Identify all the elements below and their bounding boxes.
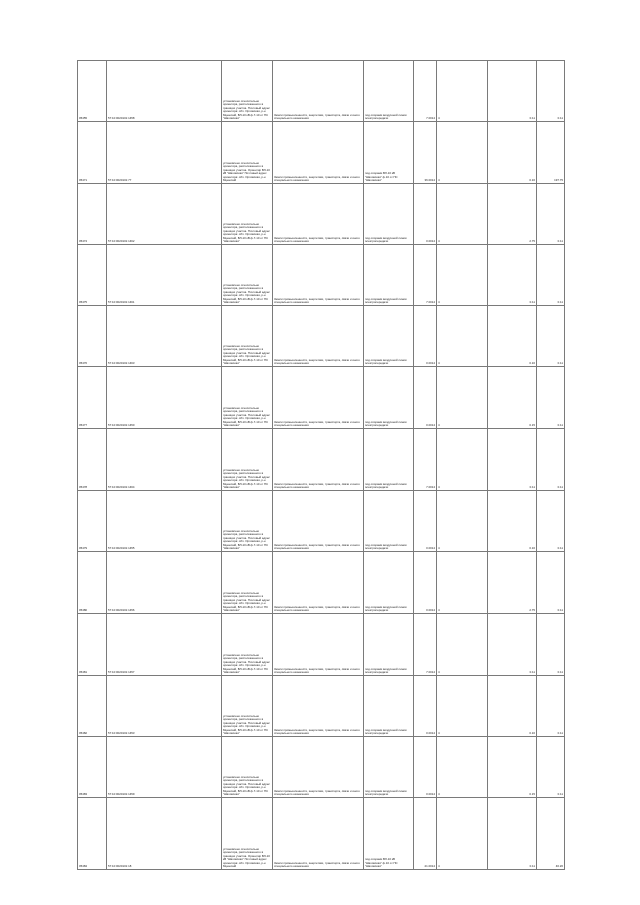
share-cell: 0.16 [488, 491, 537, 552]
table-row [78, 61, 565, 122]
share-cell: 0.11 [488, 245, 537, 306]
row-number-cell: 05484 [78, 798, 107, 870]
area-cell: 7.0014 [414, 614, 437, 676]
permitted-use-cell: под опорами воздушной линии электропередачи [364, 491, 414, 552]
area-cell: 0.0014 [414, 737, 437, 798]
table-row [78, 676, 565, 737]
cadastral-number-cell: 57:10:0020101:1456 [107, 552, 222, 614]
cadastral-number-cell: 57:10:0020101:77 [107, 122, 222, 184]
cadastral-number-cell: 57:10:0020101:1459 [107, 737, 222, 798]
share-cell: 0.11 [488, 61, 537, 122]
code-cell: 4 [437, 367, 488, 429]
land-category-cell: Земли промышленности, энергетики, транспорта, связи и иного специального назначения [273, 491, 364, 552]
land-category-cell: Земли промышленности, энергетики, транспорта, связи и иного специального назначения [273, 614, 364, 676]
share-cell: 0.11 [488, 798, 537, 870]
cadastral-number-cell: 57:10:0020101:1464 [107, 429, 222, 491]
area-cell: 7.0014 [414, 61, 437, 122]
location-cell: установлено относительно ориентира, расположенного в границах участка. Почтовый адрес ориентира: обл. Орловская, р-н Мценский, ВЛ-10 кВ ф.Г-10 от ПС "Шаховская" [222, 676, 273, 737]
total-cell: 0.11 [537, 676, 565, 737]
cadastral-number-cell: 57:10:0020101:1457 [107, 614, 222, 676]
land-category-cell: Земли промышленности, энергетики, транспорта, связи и иного специального назначения [273, 429, 364, 491]
area-cell: 36.0014 [414, 122, 437, 184]
area-cell: 0.0014 [414, 552, 437, 614]
permitted-use-cell: под опорами воздушной линии электропередачи [364, 614, 414, 676]
row-number-cell: 05455 [78, 61, 107, 122]
land-category-cell: Земли промышленности, энергетики, транспорта, связи и иного специального назначения [273, 367, 364, 429]
code-cell: 4 [437, 122, 488, 184]
area-cell: 0.0014 [414, 367, 437, 429]
table-row [78, 491, 565, 552]
row-number-cell: 05477 [78, 367, 107, 429]
total-cell: 0.11 [537, 429, 565, 491]
land-category-cell: Земли промышленности, энергетики, транспорта, связи и иного специального назначения [273, 798, 364, 870]
area-cell: 0.0014 [414, 491, 437, 552]
row-number-cell: 05479 [78, 491, 107, 552]
permitted-use-cell: под опорами воздушной линии электропередачи [364, 184, 414, 245]
row-number-cell: 05483 [78, 737, 107, 798]
land-registry-table [77, 60, 565, 870]
cadastral-number-cell: 57:10:0020101:18 [107, 798, 222, 870]
location-cell: установлено относительно ориентира, расположенного в границах участка. Почтовый адрес ориентира: обл. Орловская, р-н Мценский, ВЛ-10 кВ ф.Г-10 от ПС "Шаховская" [222, 737, 273, 798]
share-cell: 0.16 [488, 676, 537, 737]
location-cell: установлено относительно ориентира, расположенного в границах участка. Почтовый адрес ориентира: обл. Орловская, р-н Мценский, ВЛ-10 кВ ф.Г-10 от ПС "Шаховская" [222, 306, 273, 367]
location-cell: установлено относительно ориентира, расположенного в границах участка. Почтовый адрес ориентира: обл. Орловская, р-н Мценский, ВЛ-10 кВ ф.Г-10 от ПС "Шаховская" [222, 184, 273, 245]
code-cell: 4 [437, 306, 488, 367]
share-cell: 0.16 [488, 122, 537, 184]
table-row [78, 429, 565, 491]
total-cell: 0.11 [537, 306, 565, 367]
location-cell: установлено относительно ориентира, расположенного в границах участка. Ориентир ВЛ-10 кВ "Шаховская" Почтовый адрес ориентира: обл. Орловская, р-н Мценский [222, 798, 273, 870]
land-category-cell: Земли промышленности, энергетики, транспорта, связи и иного специального назначения [273, 122, 364, 184]
share-cell: 0.11 [488, 614, 537, 676]
land-category-cell: Земли промышленности, энергетики, транспорта, связи и иного специального назначения [273, 552, 364, 614]
location-cell: установлено относительно ориентира, расположенного в границах участка. Почтовый адрес ориентира: обл. Орловская, р-н Мценский, ВЛ-10 кВ ф.Г-10 от ПС "Шаховская" [222, 61, 273, 122]
table-body [78, 61, 565, 870]
total-cell: 0.11 [537, 61, 565, 122]
share-cell: 2.75 [488, 184, 537, 245]
area-cell: 0.0014 [414, 676, 437, 737]
share-cell: 0.15 [488, 737, 537, 798]
table-row [78, 798, 565, 870]
code-cell: 4 [437, 798, 488, 870]
table-row [78, 367, 565, 429]
table-row [78, 306, 565, 367]
row-number-cell: 05478 [78, 429, 107, 491]
total-cell: 0.11 [537, 737, 565, 798]
land-category-cell: Земли промышленности, энергетики, транспорта, связи и иного специального назначения [273, 184, 364, 245]
land-category-cell: Земли промышленности, энергетики, транспорта, связи и иного специального назначения [273, 61, 364, 122]
row-number-cell: 05474 [78, 184, 107, 245]
code-cell: 4 [437, 676, 488, 737]
total-cell: 197.75 [537, 122, 565, 184]
share-cell: 0.16 [488, 306, 537, 367]
table-row [78, 122, 565, 184]
code-cell: 4 [437, 184, 488, 245]
code-cell: 4 [437, 552, 488, 614]
row-number-cell: 05480 [78, 552, 107, 614]
location-cell: установлено относительно ориентира, расположенного в границах участка. Почтовый адрес ориентира: обл. Орловская, р-н Мценский, ВЛ-10 кВ ф.Г-10 от ПС "Шаховская" [222, 491, 273, 552]
cadastral-number-cell: 57:10:0020101:1463 [107, 306, 222, 367]
total-cell: 0.11 [537, 367, 565, 429]
location-cell: установлено относительно ориентира, расположенного в границах участка. Почтовый адрес ориентира: обл. Орловская, р-н Мценский, ВЛ-10 кВ ф.Г-10 от ПС "Шаховская" [222, 429, 273, 491]
row-number-cell: 05475 [78, 245, 107, 306]
location-cell: установлено относительно ориентира, расположенного в границах участка. Почтовый адрес ориентира: обл. Орловская, р-н Мценский, ВЛ-10 кВ ф.Г-10 от ПС "Шаховская" [222, 614, 273, 676]
area-cell: 0.0014 [414, 306, 437, 367]
row-number-cell: 05482 [78, 676, 107, 737]
cadastral-number-cell: 57:10:0020101:1462 [107, 184, 222, 245]
permitted-use-cell: под опорами воздушной линии электропередачи [364, 367, 414, 429]
cadastral-number-cell: 57:10:0020101:1458 [107, 61, 222, 122]
table-row [78, 737, 565, 798]
location-cell: установлено относительно ориентира, расположенного в границах участка. Почтовый адрес ориентира: обл. Орловская, р-н Мценский, ВЛ-10 кВ ф.Г-10 от ПС "Шаховская" [222, 367, 273, 429]
area-cell: 7.0014 [414, 429, 437, 491]
code-cell: 4 [437, 61, 488, 122]
area-cell: 7.0014 [414, 245, 437, 306]
row-number-cell: 05481 [78, 614, 107, 676]
code-cell: 4 [437, 245, 488, 306]
total-cell: 0.11 [537, 245, 565, 306]
permitted-use-cell: под опорами ВЛ-10 кВ "Шаховская" ф.10 от ПС "Шаховская" [364, 122, 414, 184]
permitted-use-cell: под опорами воздушной линии электропередачи [364, 61, 414, 122]
total-cell: 0.11 [537, 184, 565, 245]
total-cell: 46.26 [537, 798, 565, 870]
cadastral-number-cell: 57:10:0020101:1455 [107, 491, 222, 552]
cadastral-number-cell: 57:10:0020101:1461 [107, 245, 222, 306]
location-cell: установлено относительно ориентира, расположенного в границах участка. Ориентир ВЛ-10 кВ "Шаховская" Почтовый адрес ориентира: обл. Орловская, р-н Мценский [222, 122, 273, 184]
permitted-use-cell: под опорами воздушной линии электропередачи [364, 552, 414, 614]
land-category-cell: Земли промышленности, энергетики, транспорта, связи и иного специального назначения [273, 245, 364, 306]
permitted-use-cell: под опорами воздушной линии электропередачи [364, 676, 414, 737]
row-number-cell: 05471 [78, 122, 107, 184]
location-cell: установлено относительно ориентира, расположенного в границах участка. Почтовый адрес ориентира: обл. Орловская, р-н Мценский, ВЛ-10 кВ ф.Г-10 от ПС "Шаховская" [222, 245, 273, 306]
row-number-cell: 05476 [78, 306, 107, 367]
land-category-cell: Земли промышленности, энергетики, транспорта, связи и иного специального назначения [273, 676, 364, 737]
code-cell: 4 [437, 614, 488, 676]
land-category-cell: Земли промышленности, энергетики, транспорта, связи и иного специального назначения [273, 737, 364, 798]
total-cell: 0.11 [537, 614, 565, 676]
cadastral-number-cell: 57:10:0020101:1450 [107, 367, 222, 429]
permitted-use-cell: под опорами воздушной линии электропередачи [364, 306, 414, 367]
location-cell: установлено относительно ориентира, расположенного в границах участка. Почтовый адрес ориентира: обл. Орловская, р-н Мценский, ВЛ-10 кВ ф.Г-10 от ПС "Шаховская" [222, 552, 273, 614]
permitted-use-cell: под опорами воздушной линии электропередачи [364, 245, 414, 306]
area-cell: 21.0014 [414, 798, 437, 870]
permitted-use-cell: под опорами воздушной линии электропередачи [364, 429, 414, 491]
share-cell: 2.75 [488, 552, 537, 614]
table-row [78, 614, 565, 676]
total-cell: 0.11 [537, 491, 565, 552]
area-cell: 0.0014 [414, 184, 437, 245]
land-category-cell: Земли промышленности, энергетики, транспорта, связи и иного специального назначения [273, 306, 364, 367]
code-cell: 4 [437, 737, 488, 798]
cadastral-number-cell: 57:10:0020101:1453 [107, 676, 222, 737]
permitted-use-cell: под опорами воздушной линии электропередачи [364, 737, 414, 798]
table-row [78, 184, 565, 245]
code-cell: 4 [437, 429, 488, 491]
code-cell: 4 [437, 491, 488, 552]
table-row [78, 245, 565, 306]
share-cell: 0.15 [488, 367, 537, 429]
permitted-use-cell: под опорами ВЛ-10 кВ "Шаховская" ф.10 от ПС "Шаховская" [364, 798, 414, 870]
total-cell: 0.11 [537, 552, 565, 614]
share-cell: 0.11 [488, 429, 537, 491]
table-row [78, 552, 565, 614]
